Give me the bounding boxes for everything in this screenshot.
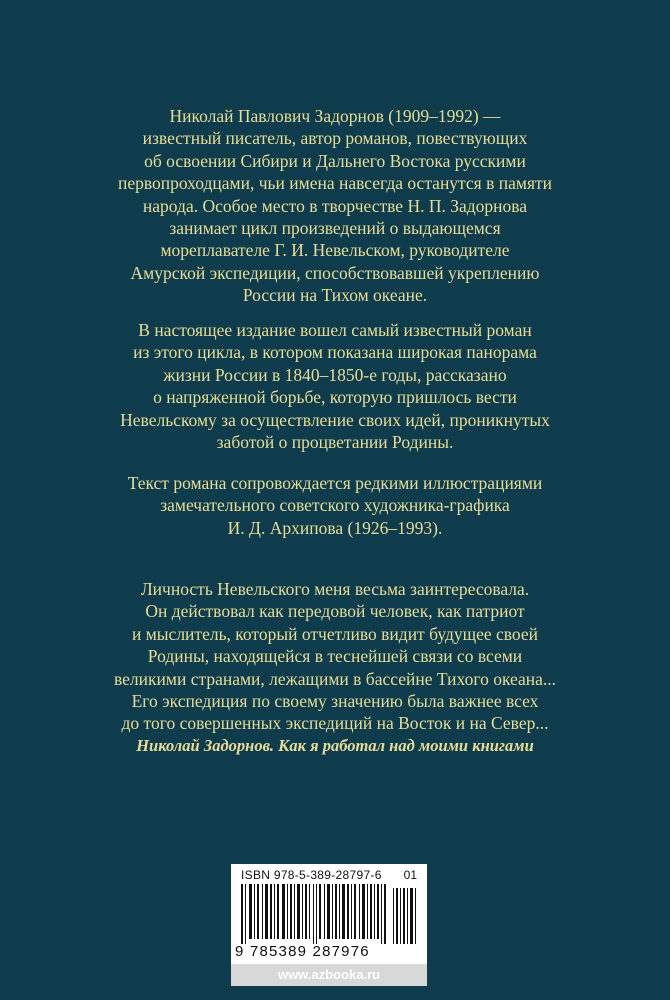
barcode-digits: 9 785389 287976 [235,943,370,960]
text-line: первопроходцами, чьи имена навсегда останутся в памяти [117,173,553,194]
author-bio-paragraph [60,105,610,307]
quote-line: до того совершенных экспедиций на Восток и на Север... [121,713,549,734]
text-line: об освоении Сибири и Дальнего Востока русскими [144,150,526,171]
text-line: Амурской экспедиции, способствовавшей укреплению [130,262,540,283]
quote-line: и мыслитель, который отчетливо видит будущее своей [131,623,539,644]
publisher-url[interactable] [231,964,427,986]
quote-line: Его экспедиция по своему значению была важнее всех [131,691,539,712]
text-line: В настоящее издание вошел самый известный роман [138,320,532,340]
text-line: о напряженной борьбе, которую пришлось вести [153,387,517,408]
text-line: России на Тихом океане. [242,285,428,306]
isbn-addon: 01 [403,868,417,882]
text-line: И. Д. Архипова (1926–1993). [227,517,443,538]
text-line: известный писатель, автор романов, повествующих [142,128,528,149]
text-line: занимает цикл произведений о выдающемся [169,218,501,239]
text-line: Николай Павлович Задорнов (1909–1992) — [169,106,501,126]
illustrations-paragraph [60,472,610,539]
text-line: замечательного советского художника-графика [160,495,510,516]
quote-line: великими странами, лежащими в бассейне Тихого океана... [113,668,557,689]
barcode-bars [241,884,417,944]
text-line: Текст романа сопровождается редкими иллюстрациями [127,473,543,493]
text-line: жизни России в 1840–1850-е годы, рассказано [163,364,507,385]
isbn-barcode [231,864,427,964]
publisher-url-text: www.azbooka.ru [277,967,381,982]
text-line: заботой о процветании Родины. [216,432,454,453]
quote-paragraph [40,578,630,735]
quote-line: Он действовал как передовой человек, как патриот [145,601,525,622]
quote-line: Родины, находящейся в теснейшей связи со всеми [147,646,523,667]
quote-line: Личность Невельского меня весьма заинтересовала. [140,579,530,599]
text-line: народа. Особое место в творчестве Н. П. Задорнова [142,195,528,216]
quote-attribution: Николай Задорнов. Как я работал над моими книгами [136,736,534,755]
isbn-number: ISBN 978-5-389-28797-6 [241,868,382,882]
text-line: мореплавателе Г. И. Невельском, руководителе [160,240,510,261]
text-line: из этого цикла, в котором показана широкая панорама [133,342,537,363]
edition-paragraph [60,319,610,453]
text-line: Невельскому за осуществление своих идей, проникнутых [120,409,550,430]
